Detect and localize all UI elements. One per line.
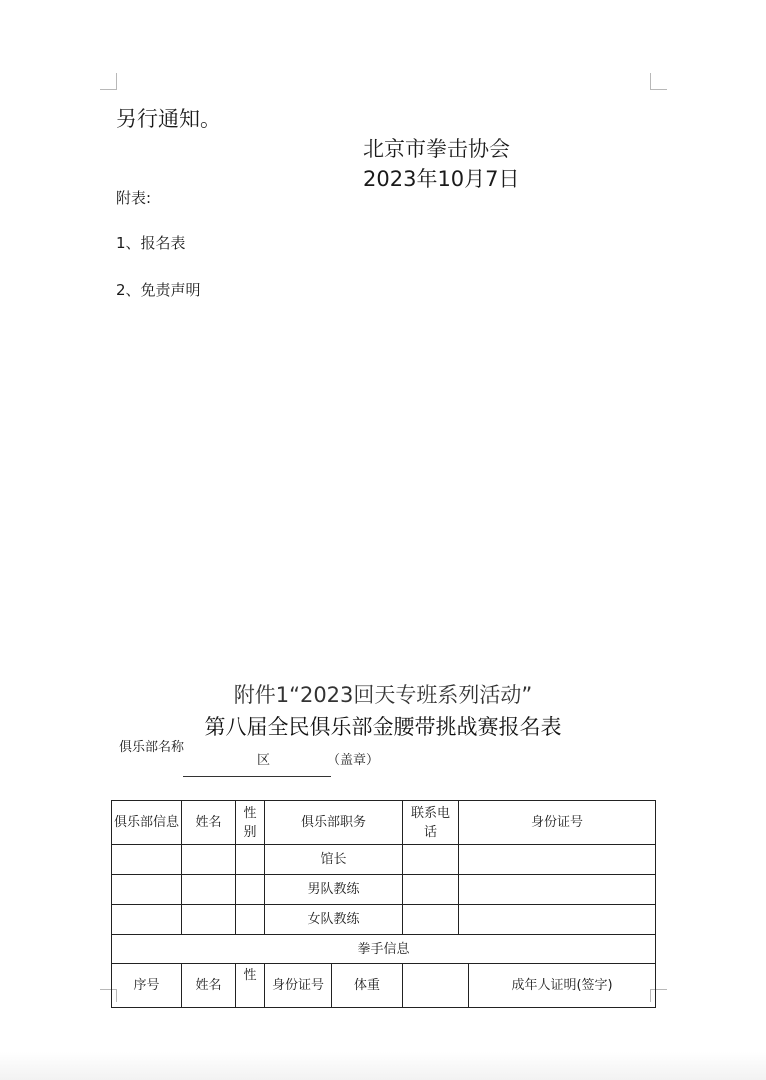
header-gender: 性别: [236, 801, 265, 845]
attachment-item: 2、免责声明: [116, 281, 201, 299]
club-info-cell: [112, 845, 182, 875]
phone-cell: [403, 845, 459, 875]
registration-table: [111, 800, 656, 1008]
header-club-position: 俱乐部职务: [265, 801, 403, 845]
table-row: [112, 845, 656, 875]
boxer-section-title: 拳手信息: [112, 935, 656, 964]
phone-cell: [403, 905, 459, 935]
attachments-label: 附表:: [116, 189, 152, 207]
crop-mark-top-right: [650, 73, 667, 90]
gender-cell: [236, 875, 265, 905]
signature-org: 北京市拳击协会: [363, 137, 510, 161]
table-header-row: [112, 801, 656, 845]
id-number-cell: [459, 845, 656, 875]
club-info-cell: [112, 875, 182, 905]
district-label: 区: [257, 753, 271, 768]
staff-role-cell: 女队教练: [265, 905, 403, 935]
id-number-cell: [459, 875, 656, 905]
boxer-header-row: [112, 964, 656, 1008]
table-row: [112, 875, 656, 905]
crop-mark-top-left: [100, 73, 117, 90]
table-row: [112, 905, 656, 935]
boxer-section-row: [112, 935, 656, 964]
boxer-header-blank: [403, 964, 469, 1008]
boxer-header-seq: 序号: [112, 964, 182, 1008]
closing-text: 另行通知。: [116, 107, 221, 131]
boxer-header-name: 姓名: [182, 964, 236, 1008]
gender-cell: [236, 905, 265, 935]
club-name-underline: [183, 776, 331, 777]
header-club-info: 俱乐部信息: [112, 801, 182, 845]
form-title-line1: 附件1“2023回天专班系列活动”: [233, 683, 533, 707]
name-cell: [182, 905, 236, 935]
page-bottom-shadow: [0, 1052, 766, 1080]
form-title-line2: 第八届全民俱乐部金腰带挑战赛报名表: [204, 715, 562, 739]
boxer-header-adult-proof: 成年人证明(签字): [469, 964, 656, 1008]
seal-label: （盖章）: [327, 753, 380, 768]
club-info-cell: [112, 905, 182, 935]
staff-role-cell: 馆长: [265, 845, 403, 875]
staff-role-cell: 男队教练: [265, 875, 403, 905]
boxer-header-id-number: 身份证号: [265, 964, 332, 1008]
name-cell: [182, 845, 236, 875]
header-name: 姓名: [182, 801, 236, 845]
header-id-number: 身份证号: [459, 801, 656, 845]
id-number-cell: [459, 905, 656, 935]
header-phone: 联系电话: [403, 801, 459, 845]
signature-date: 2023年10月7日: [363, 167, 520, 191]
name-cell: [182, 875, 236, 905]
boxer-header-gender: 性: [236, 964, 265, 1008]
phone-cell: [403, 875, 459, 905]
attachment-item: 1、报名表: [116, 234, 186, 252]
boxer-header-weight: 体重: [332, 964, 403, 1008]
club-name-label: 俱乐部名称: [118, 740, 184, 755]
gender-cell: [236, 845, 265, 875]
